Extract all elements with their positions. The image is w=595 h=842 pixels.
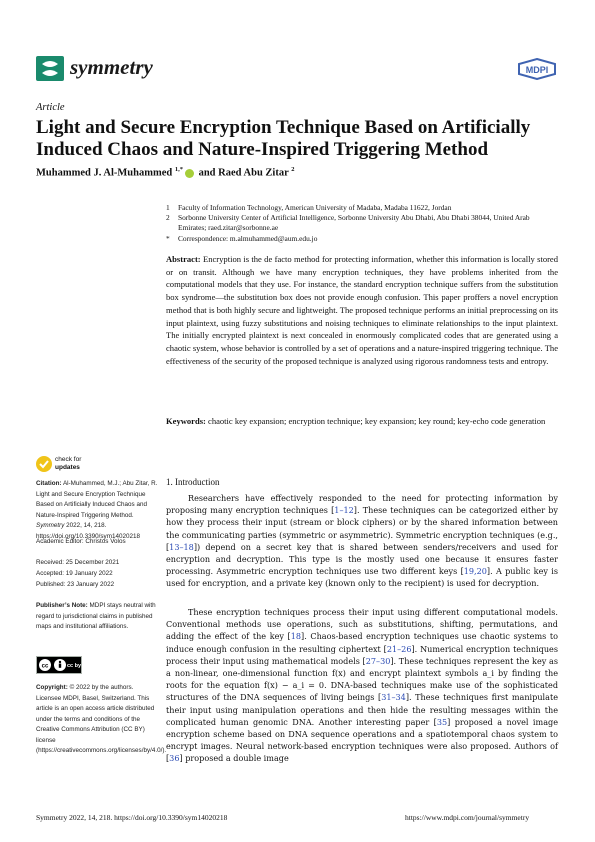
- author-1-affil: 1,*: [174, 166, 183, 173]
- orcid-icon[interactable]: [185, 169, 194, 178]
- paper-title: Light and Secure Encryption Technique Based on Artificially Induced Chaos and Nature-Inspired Triggering Method: [36, 117, 531, 160]
- footer-citation: Symmetry 2022, 14, 218. https://doi.org/10.3390/sym14020218: [36, 813, 228, 822]
- mdpi-logo-text: MDPI: [525, 65, 549, 75]
- check-for-updates[interactable]: check for updates: [55, 456, 82, 471]
- correspondence: * Correspondence: m.almuhammed@aum.edu.jo: [166, 234, 318, 243]
- author-2-affil: 2: [291, 166, 295, 173]
- cc-by-text: cc by: [66, 663, 82, 669]
- intro-paragraph-1: Researchers have effectively responded to the need for protecting information by proposing many encryption techniques [1–12]. These techniques can be categorized either by how they process their input (stream or block ciphers) or by the shared information between the communicating parties (symmetric or asymmetric). Symmetric encryption techniques (e.g., [13–18]) depend on a secret key that is shared between senders/receivers and used for encryption and decryption. This type is the mostly used one because it ensures faster processing. Asymmetric encryption techniques use two different keys [19,20]. A public key is used for encryption, and a private key (known only to the recipient) is used for decryption.: [166, 493, 558, 589]
- journal-logo-icon: [36, 56, 64, 81]
- publisher-note: Publisher’s Note: MDPI stays neutral with regard to jurisdictional claims in published maps and institutional affiliations.: [36, 602, 156, 630]
- keywords-label: Keywords:: [166, 416, 206, 426]
- citation-link[interactable]: 36: [169, 753, 180, 764]
- citation-link[interactable]: 18: [290, 631, 302, 642]
- author-connector: and: [198, 167, 216, 179]
- citation-link[interactable]: 1–12: [334, 505, 354, 516]
- citation-link[interactable]: 13–18: [169, 541, 194, 552]
- citation-link[interactable]: 19,20: [463, 566, 487, 577]
- author-1[interactable]: Muhammed J. Al-Muhammed: [36, 167, 173, 179]
- mdpi-logo: [517, 58, 557, 80]
- article-type: Article: [36, 102, 65, 113]
- abstract: [166, 253, 558, 367]
- citation: Citation: Al-Muhammed, M.J.; Abu Zitar, R. Light and Secure Encryption Technique Based on Artificially Induced Chaos and Nature-Inspired Triggering Method. Symmetry 2022, 14, 218. https://doi.org/10.3390/sym14020218: [36, 480, 158, 540]
- copyright: Copyright: © 2022 by the authors. Licensee MDPI, Basel, Switzerland. This article is an open access article distributed under the terms and conditions of the Creative Commons Attribution (CC BY) license (https://creativecommons.org/licenses/by/4.0/).: [36, 684, 167, 754]
- journal-name: symmetry: [70, 55, 153, 79]
- citation-link[interactable]: 31–34: [381, 692, 406, 703]
- citation-link[interactable]: 35: [436, 716, 448, 727]
- received-date: Received: 25 December 2021: [36, 559, 120, 566]
- affiliation-1: 1 Faculty of Information Technology, American University of Madaba, Madaba 11622, Jordan: [166, 203, 452, 212]
- abstract-label: Abstract:: [166, 254, 201, 264]
- intro-paragraph-2: These encryption techniques process their input using different computational models. Conventional methods use operations, such as substitutions, shifting, permutations, and adding the effect of the key [18]. Chaos-based encryption techniques use chaotic systems to induce enough confusion in the resulting ciphertext [21–26]. Numerical encryption techniques process their input using mathematical models [27–30]. These techniques represent the key as a non-linear, one-dimensional function f(x) and encrypt plaintext symbols a_i by finding the roots for the equation f(x) − a_i = 0. DNA-based techniques make use of the sophisticated structures of the DNA sequences of living beings [31–34]. These techniques first manipulate their input using manipulation operations and then hide the resulting messages within the complicated human genomic DNA. Another interesting paper [35] proposed a novel image encryption scheme based on DNA sequence operations and a spatiotemporal chaos system to encrypt images. Neural network-based encryption techniques were also proposed. Authors of [36] proposed a double image: [166, 607, 558, 764]
- keywords: [166, 415, 558, 428]
- author-line: [36, 166, 294, 179]
- keywords-text: chaotic key expansion; encryption technique; key expansion; key round; key-echo code generation: [208, 416, 546, 426]
- cc-by-license-icon[interactable]: [36, 656, 82, 674]
- published-date: Published: 23 January 2022: [36, 581, 115, 588]
- affiliation-2: 2 Sorbonne University Center of Artificial Intelligence, Sorbonne University Abu Dhabi, Abu Dhabi 38044, United Arab Emirates; raed.zitar@sorbonne.ae: [166, 213, 530, 233]
- author-2[interactable]: Raed Abu Zitar: [218, 167, 289, 179]
- svg-text:cc: cc: [41, 663, 49, 670]
- citation-link[interactable]: 27–30: [365, 655, 391, 666]
- check-for-updates-icon[interactable]: [36, 456, 52, 472]
- citation-link[interactable]: 21–26: [386, 643, 412, 654]
- accepted-date: Accepted: 19 January 2022: [36, 570, 113, 577]
- section-heading: 1. Introduction: [166, 477, 220, 487]
- footer-journal-url[interactable]: https://www.mdpi.com/journal/symmetry: [405, 813, 530, 822]
- abstract-text: Encryption is the de facto method for protecting information, whether this information is locally stored or on transit. Although we have many encryption techniques, they have problems inherited from the computational models that they use. For instance, the standard encryption technique suffers from the substitution box syndrome—the substitution box does not provide enough confusion. This paper proffers a novel encryption method that is both highly secure and lightweight. The proposed technique performs an initial preprocessing on its input plaintext, using fuzzy substitutions and noising techniques to eliminate relationships to the input plaintext. The initially encrypted plaintext is next concealed in enormously complicated codes that are generated using a chaotic system, whose behavior is controlled by a set of operations and a nature-inspired triggering technique. The effectiveness of the security of the proposed technique is analyzed using rigorous randomness tests and entropy.: [166, 254, 559, 366]
- academic-editor: Academic Editor: Christos Volos: [36, 538, 126, 545]
